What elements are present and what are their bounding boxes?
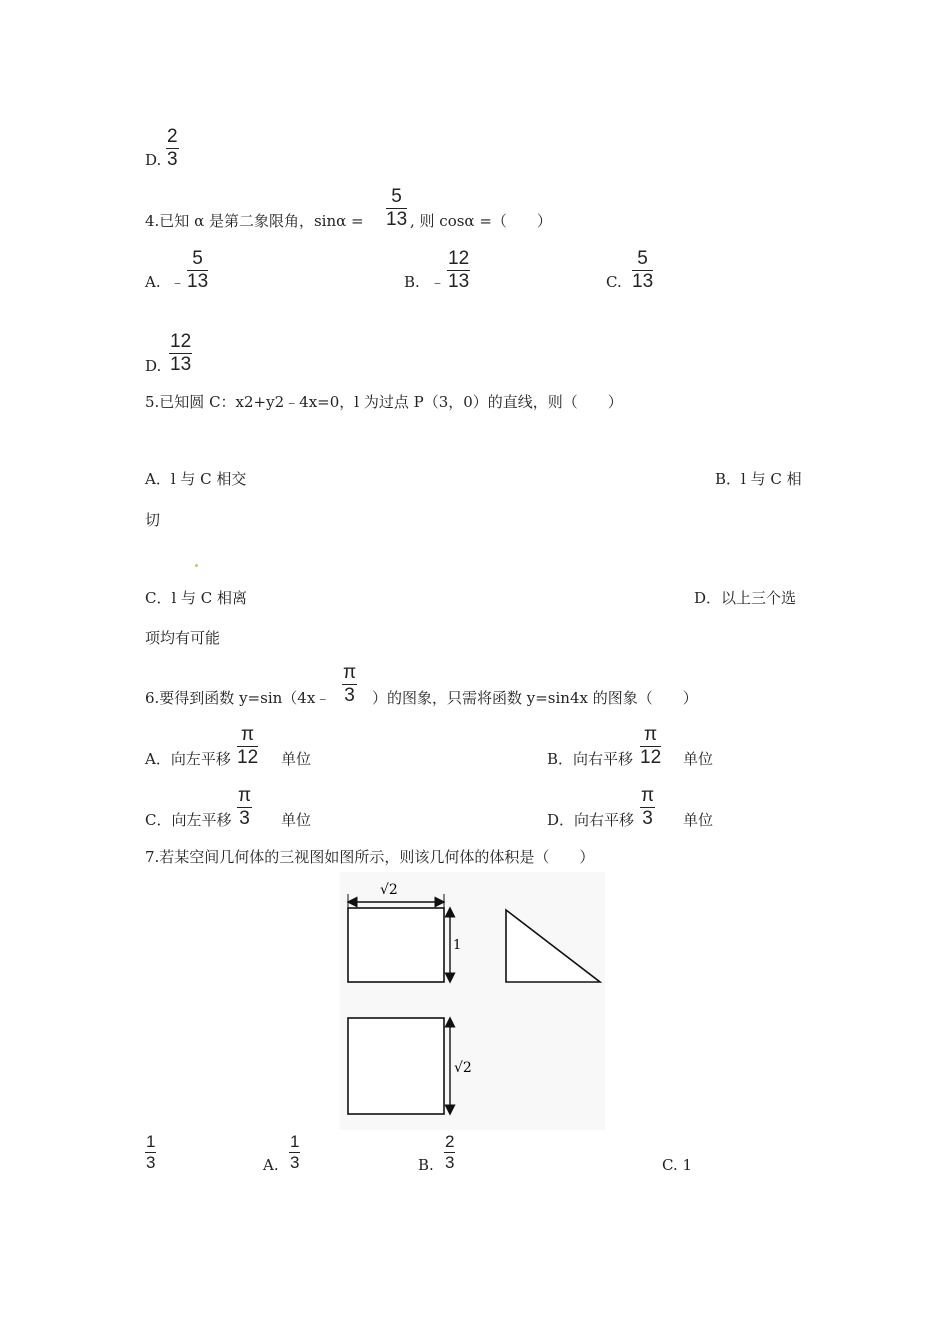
q5-option-b: B．l 与 C 相 (715, 470, 802, 488)
q6-option-d-prefix: D．向右平移 (547, 811, 635, 829)
q7-option-a-label: A. (263, 1156, 279, 1174)
fraction-denominator: 12 (640, 747, 662, 768)
fraction-numerator: π (238, 785, 252, 806)
fraction-denominator: 3 (290, 1153, 300, 1172)
q7-leading-fraction (145, 1133, 156, 1171)
q7-option-b-fraction (444, 1133, 455, 1171)
fraction-denominator: 3 (445, 1153, 455, 1172)
q6-option-c-prefix: C．向左平移 (145, 811, 232, 829)
q5-option-b-continued: 切 (145, 511, 161, 529)
q6-option-c-suffix: 单位 (281, 811, 312, 829)
q5-option-a: A．l 与 C 相交 (145, 470, 247, 488)
q5-option-c: C．l 与 C 相离 (145, 589, 248, 607)
fraction-denominator: 3 (167, 149, 178, 170)
top-height-label: √2 (454, 1060, 472, 1076)
q4-option-b-sign: ﹣ (430, 273, 446, 291)
q4-stem-fraction (386, 187, 407, 229)
q4-option-b-label: B. (404, 273, 420, 291)
fraction-denominator: 3 (237, 807, 252, 828)
fraction-denominator: 13 (632, 271, 654, 292)
q3-option-d-fraction (166, 127, 179, 169)
fraction-numerator: 5 (637, 248, 648, 269)
fraction-denominator: 13 (386, 209, 408, 230)
q4-option-d-fraction (169, 332, 192, 374)
fraction-denominator: 3 (146, 1153, 156, 1172)
fraction-denominator: 13 (448, 271, 470, 292)
fraction-numerator: 2 (167, 126, 178, 147)
q5-option-d: D．以上三个选 (694, 589, 797, 607)
q6-stem-suffix: ）的图象，只需将函数 y=sin4x 的图象（ ） (372, 689, 698, 707)
front-width-label: √2 (380, 882, 398, 898)
three-view-figure (340, 872, 610, 1134)
q4-stem-prefix: 4.已知 α 是第二象限角，sinα = (145, 212, 364, 230)
q4-option-d-label: D. (145, 357, 162, 375)
q4-option-a-sign: ﹣ (170, 273, 186, 291)
q5-option-d-continued: 项均有可能 (145, 629, 221, 647)
front-height-label: 1 (453, 938, 462, 953)
q7-option-a-fraction (289, 1133, 300, 1171)
fraction-denominator: 13 (170, 354, 192, 375)
q6-stem-fraction (342, 663, 357, 705)
fraction-denominator: 12 (237, 747, 259, 768)
q6-stem-prefix: 6.要得到函数 y=sin（4x﹣ (145, 689, 331, 707)
fraction-denominator: 13 (187, 271, 209, 292)
q4-option-c-fraction (632, 249, 653, 291)
q6-option-a-prefix: A．向左平移 (145, 750, 231, 768)
q5-stem: 5.已知圆 C：x2+y2﹣4x=0，l 为过点 P（3，0）的直线，则（ ） (145, 393, 623, 411)
q6-option-c-fraction (237, 786, 252, 828)
fraction-denominator: 3 (640, 807, 655, 828)
fraction-denominator: 3 (342, 684, 357, 705)
fraction-numerator: 1 (146, 1132, 156, 1151)
q6-option-d-fraction (640, 786, 655, 828)
q3-option-d-label: D. (145, 151, 162, 169)
top-view-rectangle (348, 1018, 444, 1114)
fraction-numerator: 5 (192, 248, 203, 269)
fraction-numerator: 12 (170, 331, 192, 352)
fraction-numerator: 5 (391, 186, 402, 207)
q7-option-b-label: B. (418, 1156, 434, 1174)
stray-dot (195, 564, 198, 567)
q7-stem: 7.若某空间几何体的三视图如图所示，则该几何体的体积是（ ） (145, 848, 595, 866)
fraction-numerator: 2 (445, 1132, 455, 1151)
q4-stem-suffix: , 则 cosα =（ ） (410, 212, 552, 230)
q4-option-b-fraction (447, 249, 470, 291)
fraction-numerator: π (644, 724, 658, 745)
fraction-numerator: π (641, 785, 655, 806)
fraction-numerator: π (241, 724, 255, 745)
q4-option-a-label: A. (145, 273, 161, 291)
q6-option-b-fraction (640, 725, 661, 767)
fraction-numerator: 12 (448, 248, 470, 269)
q4-option-c-label: C. (606, 273, 622, 291)
q7-option-c: C. 1 (662, 1156, 693, 1174)
front-view-rectangle (348, 908, 444, 982)
q6-option-a-fraction (237, 725, 258, 767)
q6-option-b-prefix: B．向右平移 (547, 750, 634, 768)
q4-option-a-fraction (187, 249, 208, 291)
q6-option-a-suffix: 单位 (281, 750, 312, 768)
q6-option-b-suffix: 单位 (683, 750, 714, 768)
q6-option-d-suffix: 单位 (683, 811, 714, 829)
fraction-numerator: π (343, 662, 357, 683)
fraction-numerator: 1 (290, 1132, 300, 1151)
